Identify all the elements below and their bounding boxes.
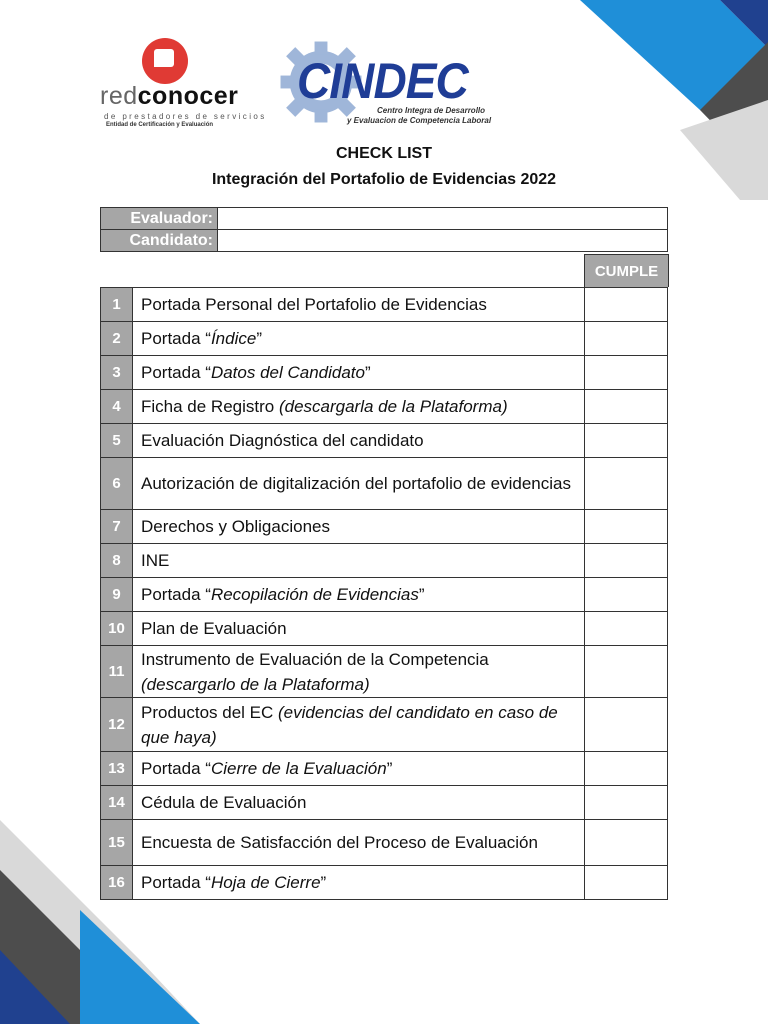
cumple-checkbox-cell[interactable] [585,510,668,544]
item-text: Portada “ [141,584,211,604]
item-text: Plan de Evaluación [141,618,287,638]
item-text: Cédula de Evaluación [141,792,307,812]
item-italic-text: (evidencias del candidato en caso de que haya) [141,702,558,747]
candidato-field[interactable] [218,230,668,252]
checklist-row [101,752,668,786]
item-text: Ficha de Registro [141,396,279,416]
cumple-checkbox-cell[interactable] [585,578,668,612]
checklist-row [101,646,668,698]
item-description [133,578,585,612]
checklist-row [101,786,668,820]
checklist-row [101,458,668,510]
cumple-checkbox-cell[interactable] [585,424,668,458]
cumple-checkbox-cell[interactable] [585,786,668,820]
cindec-logo [275,36,495,131]
redconocer-logo [100,36,267,131]
cumple-checkbox-cell[interactable] [585,544,668,578]
item-text: Evaluación Diagnóstica del candidato [141,430,424,450]
checklist-row [101,288,668,322]
item-text: Instrumento de Evaluación de la Competencia [141,649,489,669]
item-italic-text: (descargarlo de la Plataforma) [141,674,370,694]
item-text-suffix: ” [364,362,371,382]
cumple-checkbox-cell[interactable] [585,288,668,322]
item-description [133,752,585,786]
cumple-checkbox-cell[interactable] [585,612,668,646]
item-text: INE [141,550,170,570]
item-text-suffix: ” [386,758,393,778]
item-number: 1 [101,288,133,322]
cumple-checkbox-cell[interactable] [585,390,668,424]
cumple-checkbox-cell[interactable] [585,356,668,390]
item-description [133,544,585,578]
checklist-row [101,578,668,612]
item-text-suffix: ” [256,328,262,348]
cumple-column-header: CUMPLE [584,254,669,287]
page-subtitle: Integración del Portafolio de Evidencias 2022 [211,171,557,188]
checklist-row [101,322,668,356]
item-description [133,646,585,698]
checklist-row [101,820,668,866]
item-italic-text: Cierre de la Evaluación [210,758,387,778]
redconocer-wordmark: redconocer [100,82,239,110]
item-text: Productos del EC [141,702,279,722]
item-number: 4 [101,390,133,424]
redconocer-tagline: Entidad de Certificación y Evaluación [106,122,214,128]
evaluador-row [101,208,668,230]
checklist-row [101,612,668,646]
item-number: 5 [101,424,133,458]
item-description [133,612,585,646]
item-italic-text: Hoja de Cierre [210,872,321,892]
item-number: 8 [101,544,133,578]
candidato-row [101,230,668,252]
item-number: 11 [101,646,133,698]
item-number: 16 [101,866,133,900]
item-description [133,786,585,820]
evaluador-label: Evaluador: [101,208,218,230]
cumple-checkbox-cell[interactable] [585,820,668,866]
item-number: 10 [101,612,133,646]
item-number: 7 [101,510,133,544]
item-number: 3 [101,356,133,390]
evaluador-field[interactable] [218,208,668,230]
item-italic-text: (descargarla de la Plataforma) [278,396,508,416]
participant-fields [100,207,668,252]
item-description [133,390,585,424]
item-text: Portada “ [141,872,211,892]
redconocer-subtitle: de prestadores de servicios [104,112,267,121]
item-text: Autorización de digitalización del portafolio de evidencias [141,474,571,493]
cumple-checkbox-cell[interactable] [585,698,668,752]
item-description [133,322,585,356]
item-italic-text: Índice [210,328,257,348]
item-number: 6 [101,458,133,510]
checklist-row [101,390,668,424]
item-text: Encuesta de Satisfacción del Proceso de Evaluación [141,833,538,852]
cindec-line-1: Centro Integra de Desarrollo [377,106,486,115]
item-description [133,698,585,752]
item-description [133,356,585,390]
item-text: Derechos y Obligaciones [141,516,330,536]
item-text: Portada “ [141,758,211,778]
item-italic-text: Datos del Candidato [210,362,365,382]
item-text: Portada Personal del Portafolio de Evidencias [141,294,487,314]
item-text: Portada “ [141,362,211,382]
candidato-label: Candidato: [101,230,218,252]
cumple-checkbox-cell[interactable] [585,752,668,786]
checklist-table [100,287,668,900]
item-description [133,866,585,900]
item-number: 14 [101,786,133,820]
item-italic-text: Recopilación de Evidencias [210,584,419,604]
item-number: 13 [101,752,133,786]
item-number: 2 [101,322,133,356]
item-text-suffix: ” [418,584,425,604]
item-description [133,424,585,458]
item-text-suffix: ” [320,872,327,892]
item-description [133,820,585,866]
redconocer-mark-icon [142,38,188,84]
item-number: 15 [101,820,133,866]
item-description [133,510,585,544]
cumple-checkbox-cell[interactable] [585,322,668,356]
item-description [133,458,585,510]
cumple-checkbox-cell[interactable] [585,458,668,510]
checklist-row [101,544,668,578]
cumple-checkbox-cell[interactable] [585,866,668,900]
cindec-wordmark: CINDEC [297,53,468,109]
checklist-row [101,424,668,458]
checklist-row [101,698,668,752]
item-text: Portada “ [141,328,211,348]
item-description [133,288,585,322]
cumple-checkbox-cell[interactable] [585,646,668,698]
checklist-row [101,510,668,544]
checklist-row [101,356,668,390]
item-number: 12 [101,698,133,752]
checklist-row [101,866,668,900]
page-title: CHECK LIST [336,145,432,162]
item-number: 9 [101,578,133,612]
cindec-line-2: y Evaluacion de Competencia Laboral [347,116,492,125]
